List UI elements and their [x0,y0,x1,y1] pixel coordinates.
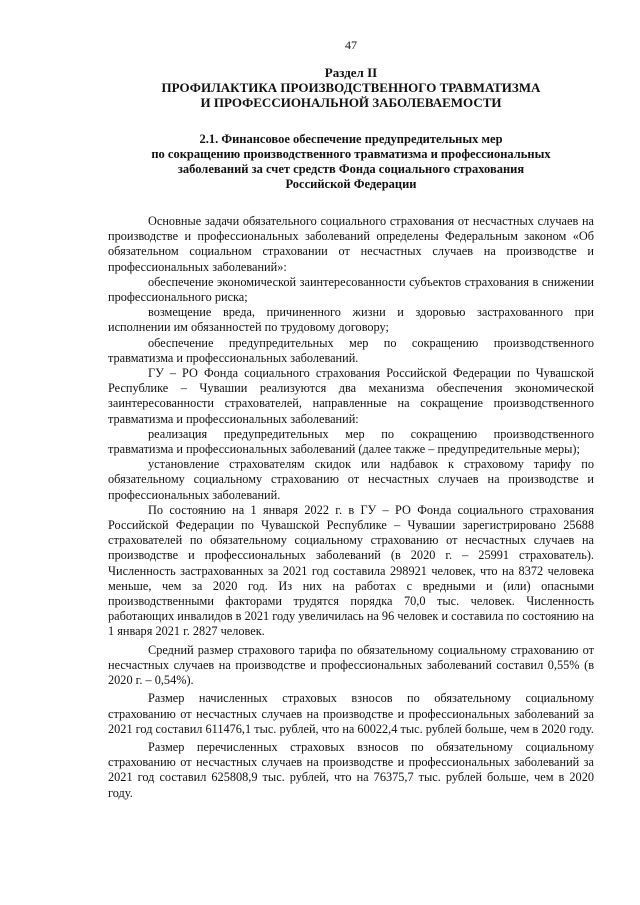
subsection-title-line: заболеваний за счет средств Фонда социального страхования [177,162,525,176]
subsection-title-line: по сокращению производственного травматизма и профессиональных [151,147,551,161]
subsection-title-line: 2.1. Финансовое обеспечение предупредительных мер [199,132,503,146]
paragraph-tariff: Средний размер страхового тарифа по обязательному социальному страхованию от несчастных случаев на производстве и профессиональных заболеваний составил 0,55% (в 2020 г. – 0,54%). [108,642,594,688]
section-title-line: ПРОФИЛАКТИКА ПРОИЗВОДСТВЕННОГО ТРАВМАТИЗМА [161,80,541,95]
paragraph-list-item: установление страхователям скидок или надбавок к страховому тарифу по обязательному социальному страхованию от несчастных случаев на производстве и профессиональных заболеваний. [108,457,594,502]
paragraph-list-item: обеспечение предупредительных мер по сокращению производственного травматизма и профессиональных заболеваний. [108,335,594,365]
paragraph-mechanisms: ГУ – РО Фонда социального страхования Российской Федерации по Чувашской Республике – Чувашии реализуются два механизма обеспечения экономической заинтересованности страхователей, направленные на сокращение производственного травматизма и профессиональных заболеваний: [108,366,594,426]
paragraph-transferred-contributions: Размер перечисленных страховых взносов по обязательному социальному страхованию от несчастных случаев на производстве и профессиональных заболеваний за 2021 год составил 625808,9 тыс. рублей, что на 76375,7 тыс. рублей больше, чем в 2020 году. [108,739,594,800]
section-label: Раздел II [324,65,378,80]
paragraph-list-item: возмещение вреда, причиненного жизни и здоровью застрахованного при исполнении им обязанностей по трудовому договору; [108,305,594,335]
paragraph-list-item: реализация предупредительных мер по сокращению производственного травматизма и профессиональных заболеваний (далее также – предупредительные меры); [108,426,594,457]
subsection-title-line: Российской Федерации [285,177,417,191]
paragraph-main-tasks: Основные задачи обязательного социального страхования от несчастных случаев на производстве и профессиональных заболеваний определены Федеральным законом «Об обязательном социальном страховании от несчастных случаев на производстве и профессиональных заболеваний»: [108,214,594,274]
section-title [108,80,594,110]
section-title-line: И ПРОФЕССИОНАЛЬНОЙ ЗАБОЛЕВАЕМОСТИ [200,95,502,110]
page-number: 47 [345,38,357,52]
paragraph-insured-stats: По состоянию на 1 января 2022 г. в ГУ – РО Фонда социального страхования Российской Федерации по Чувашской Республике – Чувашии зарегистрировано 25688 страхователей по обязательному социальному страхованию от несчастных случаев на производстве и профессиональных заболеваний (в 2020 г. – 25991 страхователь). Численность застрахованных за 2021 год составила 298921 человек, что на 8372 человека меньше, чем за 2020 год. Из них на работах с вредными и (или) опасными производственными факторами трудятся порядка 70,0 тыс. человек. Численность работающих инвалидов в 2021 году увеличилась на 96 человек и составила по состоянию на 1 января 2021 г. 2827 человек. [108,502,594,639]
paragraph-accrued-contributions: Размер начисленных страховых взносов по обязательному социальному страхованию от несчастных случаев на производстве и профессиональных заболеваний за 2021 год составил 611476,1 тыс. рублей, что на 60022,4 тыс. рублей больше, чем в 2020 году. [108,691,594,736]
subsection-title [108,132,594,192]
body-text [108,214,594,801]
paragraph-list-item: обеспечение экономической заинтересованности субъектов страхования в снижении профессионального риска; [108,274,594,305]
